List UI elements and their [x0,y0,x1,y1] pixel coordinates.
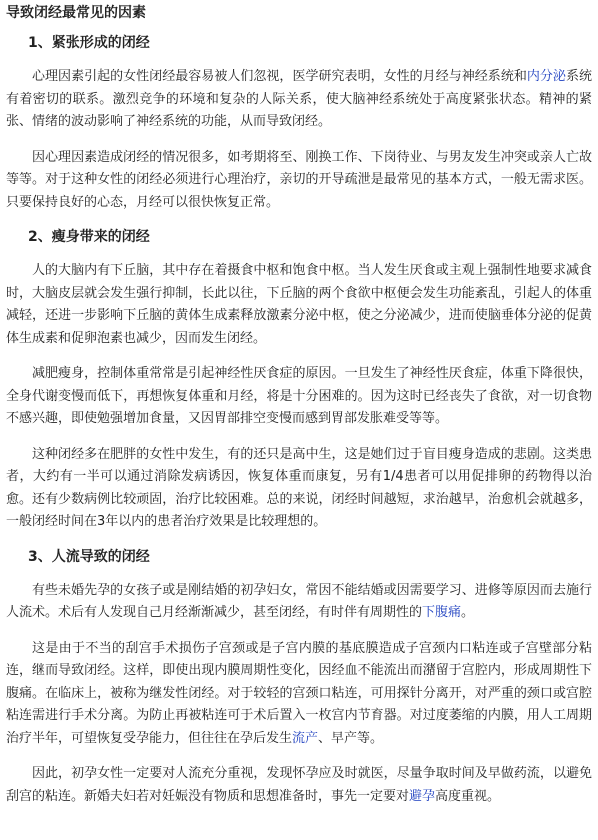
paragraph-text: 心理因素引起的女性闭经最容易被人们忽视，医学研究表明，女性的月经与神经系统和 [32,69,527,84]
paragraph [6,147,592,215]
paragraph-text: 。 [461,605,475,620]
paragraph-text: 因此，初孕女性一定要对人流充分重视，发现怀孕应及时就医，尽量争取时间及早做药流，以避免刮宫的粘连。新婚夫妇若对妊娠没有物质和思想准备时，事先一定要对 [6,766,592,804]
paragraph [6,638,592,751]
keyword-link[interactable]: 下腹痛 [422,605,462,620]
paragraph-text: 这种闭经多在肥胖的女性中发生，有的还只是高中生，这是她们过于盲目瘦身造成的悲剧。这类患者，大约有一半可以通过消除发病诱因，恢复体重而康复，另有1/4患者可以用促排卵的药物得以治愈。还有少数病例比较顽固，治疗比较困难。总的来说，闭经时间越短，求治越早，治愈机会就越多，一般闭经时间在3年以内的患者治疗效果是比较理想的。 [6,446,592,529]
article-body [6,33,592,808]
paragraph-text: 高度重视。 [435,788,501,804]
keyword-link[interactable]: 内分泌 [526,69,566,84]
article-title: 导致闭经最常见的因素 [6,5,146,21]
paragraph-text: 因心理因素造成闭经的情况很多，如考期将至、刚换工作、下岗待业、与男友发生冲突或亲人亡故等等。对于这种女性的闭经必须进行心理治疗，亲切的开导疏泄是最常见的基本方式，一般无需求医。只要保持良好的心态，月经可以很快恢复正常。 [6,149,592,210]
paragraph-text: 人的大脑内有下丘脑，其中存在着摄食中枢和饱食中枢。当人发生厌食或主观上强制性地要求减食时，大脑皮层就会发生强行抑制，长此以往，下丘脑的两个食欲中枢便会发生功能紊乱，引起人的体重减轻，还进一步影响下丘脑的黄体生成素释放激素分泌中枢，使之分泌减少，进而使脑垂体分泌的促黄体生成素和促卵泡素也减少，因而发生闭经。 [6,263,592,346]
paragraph-text: 这是由于不当的刮宫手术损伤子宫颈或是子宫内膜的基底膜造成子宫颈内口粘连或子宫壁部分粘连，继而导致闭经。这样，即使出现内膜周期性变化，因经血不能流出而潴留于宫腔内，形成周期性下腹痛。在临床上，被称为继发性闭经。对于较轻的宫颈口粘连，可用探针分离开，对严重的颈口或宫腔粘连需进行手术分离。为防止再被粘连可于术后置入一枚宫内节育器。对过度萎缩的内膜，用人工周期治疗半年，可望恢复受孕能力，但往往在孕后发生 [6,640,592,746]
paragraph-text: 系统有着密切的联系。激烈竞争的环境和复杂的人际关系，使大脑神经系统处于高度紧张状态。精神的紧张、情绪的波动影响了神经系统的功能，从而导致闭经。 [6,69,592,129]
section-heading: 2、瘦身带来的闭经 [28,229,150,245]
paragraph [6,444,592,534]
paragraph-text: 有些未婚先孕的女孩子或是刚结婚的初孕妇女，常因不能结婚或因需要学习、进修等原因而去施行人流术。术后有人发现自己月经渐渐减少，甚至闭经，有时伴有周期性的 [6,582,592,620]
paragraph-text: 减肥瘦身，控制体重常常是引起神经性厌食症的原因。一旦发生了神经性厌食症，体重下降很快，全身代谢变慢而低下，再想恢复体重和月经，将是十分困难的。因为这时已经丧失了食欲，对一切食物不感兴趣，即使勉强增加食量，又因胃部排空变慢而感到胃部发胀难受等等。 [6,366,592,426]
section-heading: 3、人流导致的闭经 [28,548,150,565]
paragraph [6,260,592,350]
keyword-link[interactable]: 流产 [292,730,319,746]
paragraph [6,763,592,808]
paragraph [6,580,592,625]
paragraph [6,66,592,134]
paragraph-text: 、早产等。 [318,730,384,746]
paragraph [6,363,592,431]
keyword-link[interactable]: 避孕 [409,788,436,804]
section-heading: 1、紧张形成的闭经 [28,35,150,51]
